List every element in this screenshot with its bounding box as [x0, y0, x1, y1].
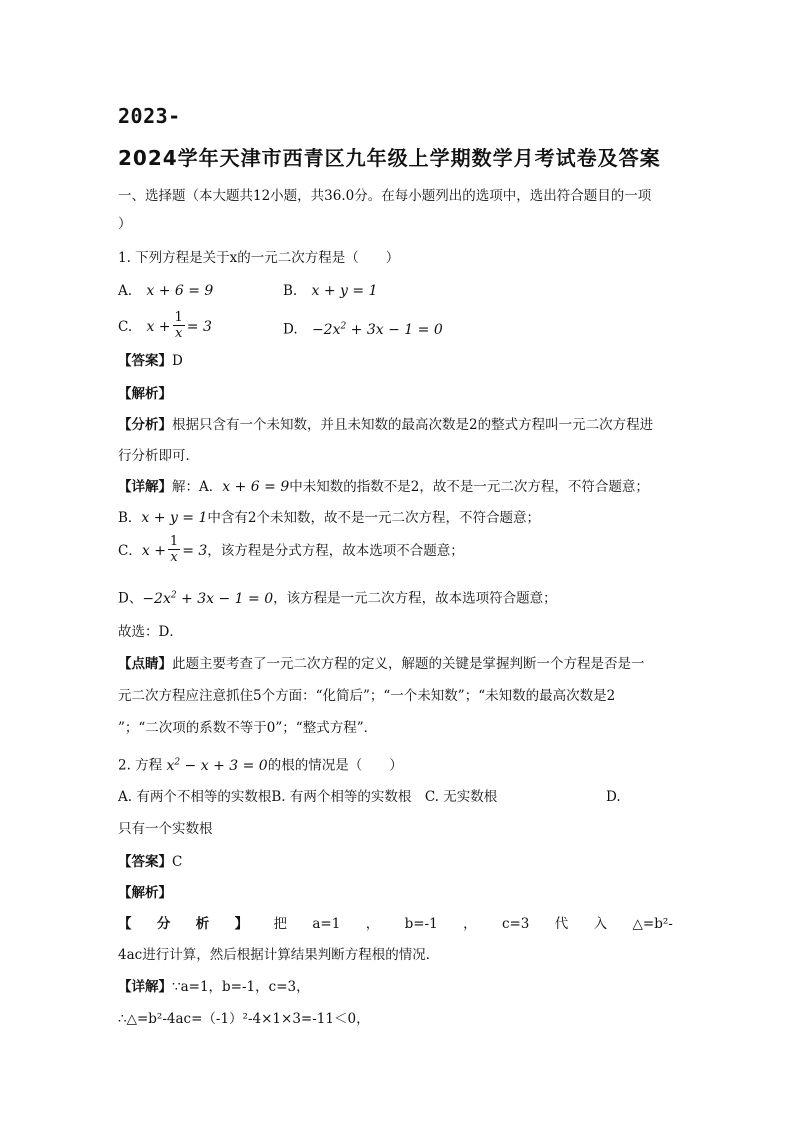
q2-fenxi-justified [118, 914, 673, 934]
expr-exponent: 2 [340, 321, 347, 331]
q1-answer [118, 351, 183, 371]
fenxi-word: 入 [593, 916, 608, 932]
detail-text: ∵a=1，b=-1，c=3， [172, 979, 310, 995]
q2-detail-1 [118, 977, 310, 997]
fenxi-text: 根据只含有一个未知数，并且未知数的最高次数是2的整式方程叫一元二次方程进 [172, 417, 654, 433]
q2-option-d-label: D. [606, 789, 621, 805]
answer-tag: 【答案】 [118, 854, 172, 870]
q1-option-c-suffix: = 3 [186, 319, 212, 335]
q1-fenxi-cont: 行分析即可． [118, 448, 199, 464]
expr-part: + 3x − 1 = 0 [346, 321, 443, 338]
expr-part: − x + 3 = 0 [180, 757, 268, 774]
detail-tag: 【详解】 [118, 979, 172, 995]
detail-text: ，该方程是分式方程，故本选项不合题意； [207, 543, 464, 559]
expr-exponent: 2 [170, 590, 177, 600]
detail-text: 中含有2个未知数，故不是一元二次方程，不符合题意； [207, 510, 540, 526]
expr-exponent: 2 [174, 757, 181, 767]
fenxi-word: b=-1 [404, 916, 438, 932]
q1-answer-value: D [172, 353, 183, 369]
q1-detail-c [118, 536, 464, 567]
q2-stem-text: 2. 方程 [118, 757, 163, 774]
q1-option-b [283, 281, 378, 301]
fenxi-word: ， [463, 916, 477, 932]
q1-stem: 1. 下列方程是关于x的一元二次方程是（ ） [118, 250, 400, 266]
expr-part: + 3x − 1 = 0 [176, 590, 274, 607]
q1-analysis-tag: 【解析】 [118, 386, 172, 402]
section-heading-cont: ） [118, 216, 132, 232]
q1-dianjing [118, 654, 645, 674]
fenxi-word: c=3 [501, 916, 530, 932]
dianjing-tag: 【点睛】 [118, 656, 172, 672]
detail-text: D、 [118, 590, 143, 607]
q1-fenxi [118, 415, 653, 435]
fraction-numerator: 1 [169, 534, 179, 549]
q2-stem [118, 752, 403, 776]
expr-part: x [166, 757, 175, 774]
detail-expr: x + 6 = 9 [222, 479, 290, 495]
q1-option-a-label: A. [118, 283, 133, 299]
dianjing-text: 此题主要考查了一元二次方程的定义，解题的关键是掌握判断一个方程是否是一 [172, 656, 645, 672]
q1-choose: 故选：D． [118, 624, 183, 640]
fraction-denominator: x [174, 326, 183, 341]
q2-answer-value: C [172, 854, 183, 870]
detail-text: ，该方程是一元二次方程，故本选项符合题意； [273, 590, 557, 607]
q1-detail-d [118, 585, 557, 609]
detail-text: C． [118, 543, 142, 559]
q1-option-d-expr [312, 322, 443, 338]
q2-options-line: A. 有两个不相等的实数根B. 有两个相等的实数根 C. 无实数根 [118, 789, 498, 805]
detail-expr: x + y = 1 [141, 510, 208, 526]
fenxi-word: 析 [195, 916, 210, 932]
fenxi-word: 】 [234, 916, 249, 932]
fenxi-word: a=1 [312, 916, 341, 932]
q1-detail-b [118, 508, 540, 528]
answer-tag: 【答案】 [118, 353, 172, 369]
q2-answer [118, 852, 182, 872]
q1-dianjing-cont-1: 元二次方程应注意抓住5个方面：“化简后”；“一个未知数”；“未知数的最高次数是2 [118, 688, 616, 704]
q2-fenxi-cont: 4ac进行计算，然后根据计算结果判断方程根的情况． [118, 947, 440, 963]
q1-detail-a [118, 477, 649, 497]
q1-option-b-label: B. [283, 283, 298, 299]
detail-text: B． [118, 510, 142, 526]
detail-text: 解：A． [172, 479, 223, 495]
q2-detail-2: ∴△=b²-4ac=（-1）²-4×1×3=-11＜0， [118, 1011, 370, 1027]
expr-part: −2x [311, 321, 341, 338]
q2-option-d-text: 只有一个实数根 [118, 821, 213, 837]
detail-expr: x + [141, 543, 166, 559]
fenxi-word: 把 [273, 916, 287, 932]
q1-option-a-expr: x + 6 = 9 [146, 283, 214, 299]
detail-expr [142, 591, 273, 607]
title-line-1: 2023- [118, 104, 181, 128]
q1-option-b-expr: x + y = 1 [311, 283, 378, 299]
fenxi-word: 【 [118, 916, 132, 932]
q1-option-c-prefix: x + [146, 319, 171, 335]
detail-fraction [168, 534, 180, 565]
fraction-numerator: 1 [174, 310, 183, 325]
detail-tag: 【详解】 [118, 479, 172, 495]
fenxi-word: 分 [156, 916, 171, 932]
q2-stem-expr [166, 758, 267, 774]
section-heading: 一、选择题（本大题共12小题，共36.0分。在每小题列出的选项中，选出符合题目的一项 [118, 188, 652, 204]
q1-option-d-label: D. [283, 321, 298, 338]
fenxi-word: ， [365, 916, 380, 932]
q1-option-c [118, 312, 212, 343]
q2-stem-text: 的根的情况是（ ） [267, 757, 403, 774]
fenxi-word: 代 [554, 916, 569, 932]
q1-option-a [118, 281, 213, 301]
detail-text: 中未知数的指数不是2，故不是一元二次方程，不符合题意； [289, 479, 649, 495]
detail-expr: = 3 [182, 543, 208, 559]
fenxi-word: △=b²- [632, 916, 673, 932]
q1-dianjing-cont-2: ”；“二次项的系数不等于0”；“整式方程”． [118, 720, 378, 736]
q2-analysis-tag: 【解析】 [118, 885, 172, 901]
q1-option-d [283, 316, 443, 340]
q1-option-c-label: C. [118, 319, 133, 335]
q1-option-c-fraction [173, 310, 185, 341]
expr-part: −2x [142, 590, 171, 607]
fenxi-tag: 【分析】 [118, 417, 172, 433]
fraction-denominator: x [170, 550, 178, 565]
title-line-2: 2024学年天津市西青区九年级上学期数学月考试卷及答案 [118, 146, 661, 170]
